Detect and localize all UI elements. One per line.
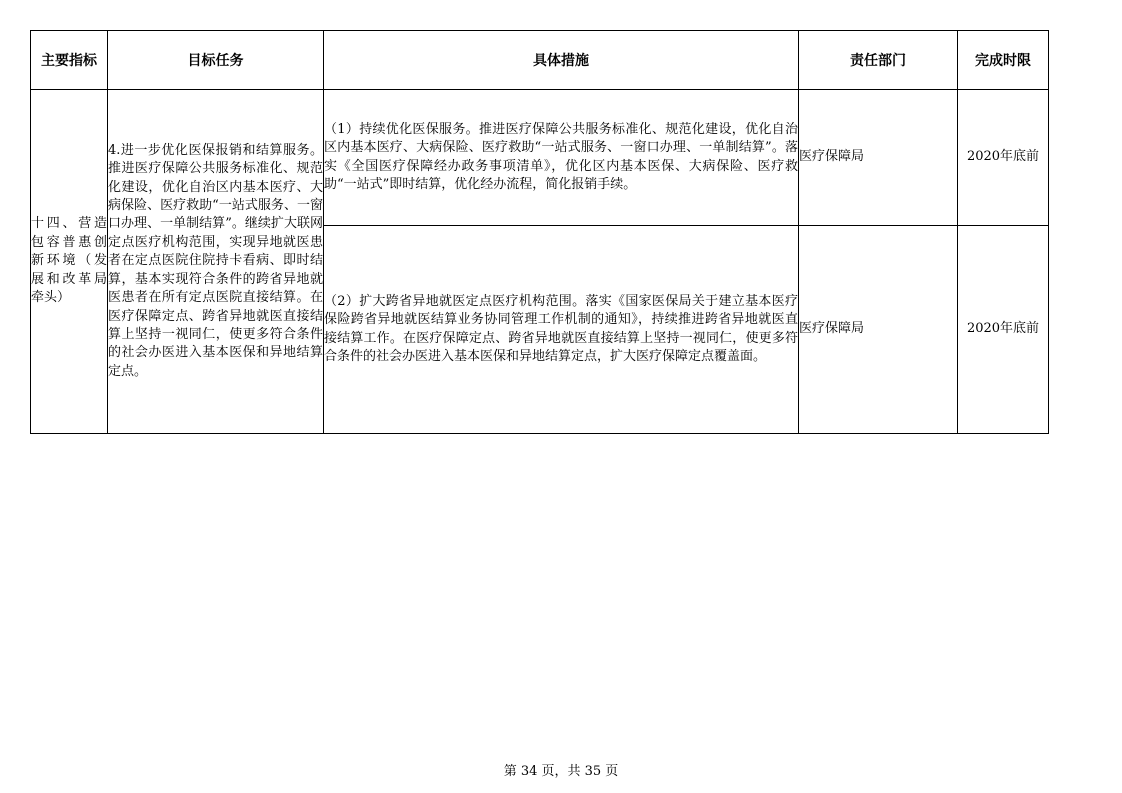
deadline-cell: 2020年底前 <box>958 90 1049 226</box>
indicator-cell: 十四、营造包容普惠创新环境（发展和改革局牵头） <box>31 90 108 434</box>
measure-cell: （2）扩大跨省异地就医定点医疗机构范围。落实《国家医保局关于建立基本医疗保险跨省异地就医结算业务协同管理工作机制的通知》，持续推进跨省异地就医直接结算工作。在医疗保障定点、跨省异地就医直接结算上坚持一视同仁，使更多符合条件的社会办医进入基本医保和异地结算定点，扩大医疗保障定点覆盖面。 <box>324 226 799 434</box>
header-measure: 具体措施 <box>324 31 799 90</box>
measure-cell: （1）持续优化医保服务。推进医疗保障公共服务标准化、规范化建设，优化自治区内基本医疗、大病保险、医疗救助“一站式服务、一窗口办理、一单制结算”。落实《全国医疗保障经办政务事项清单》，优化区内基本医保、大病保险、医疗救助“一站式”即时结算，优化经办流程，简化报销手续。 <box>324 90 799 226</box>
department-cell: 医疗保障局 <box>799 226 958 434</box>
department-cell: 医疗保障局 <box>799 90 958 226</box>
page-number: 第 34 页，共 35 页 <box>503 764 619 779</box>
deadline-cell: 2020年底前 <box>958 226 1049 434</box>
header-task: 目标任务 <box>108 31 324 90</box>
header-department: 责任部门 <box>799 31 958 90</box>
header-row <box>31 31 1049 90</box>
plan-table <box>30 30 1049 434</box>
table-row <box>31 90 1049 226</box>
header-indicator: 主要指标 <box>31 31 108 90</box>
header-deadline: 完成时限 <box>958 31 1049 90</box>
task-cell: 4.进一步优化医保报销和结算服务。推进医疗保障公共服务标准化、规范化建设，优化自治区内基本医疗、大病保险、医疗救助“一站式服务、一窗口办理、一单制结算”。继续扩大联网定点医疗机构范围，实现异地就医患者在定点医院住院持卡看病、即时结算，基本实现符合条件的跨省异地就医患者在所有定点医院直接结算。在医疗保障定点、跨省异地就医直接结算上坚持一视同仁，使更多符合条件的社会办医进入基本医保和异地结算定点。 <box>108 90 324 434</box>
